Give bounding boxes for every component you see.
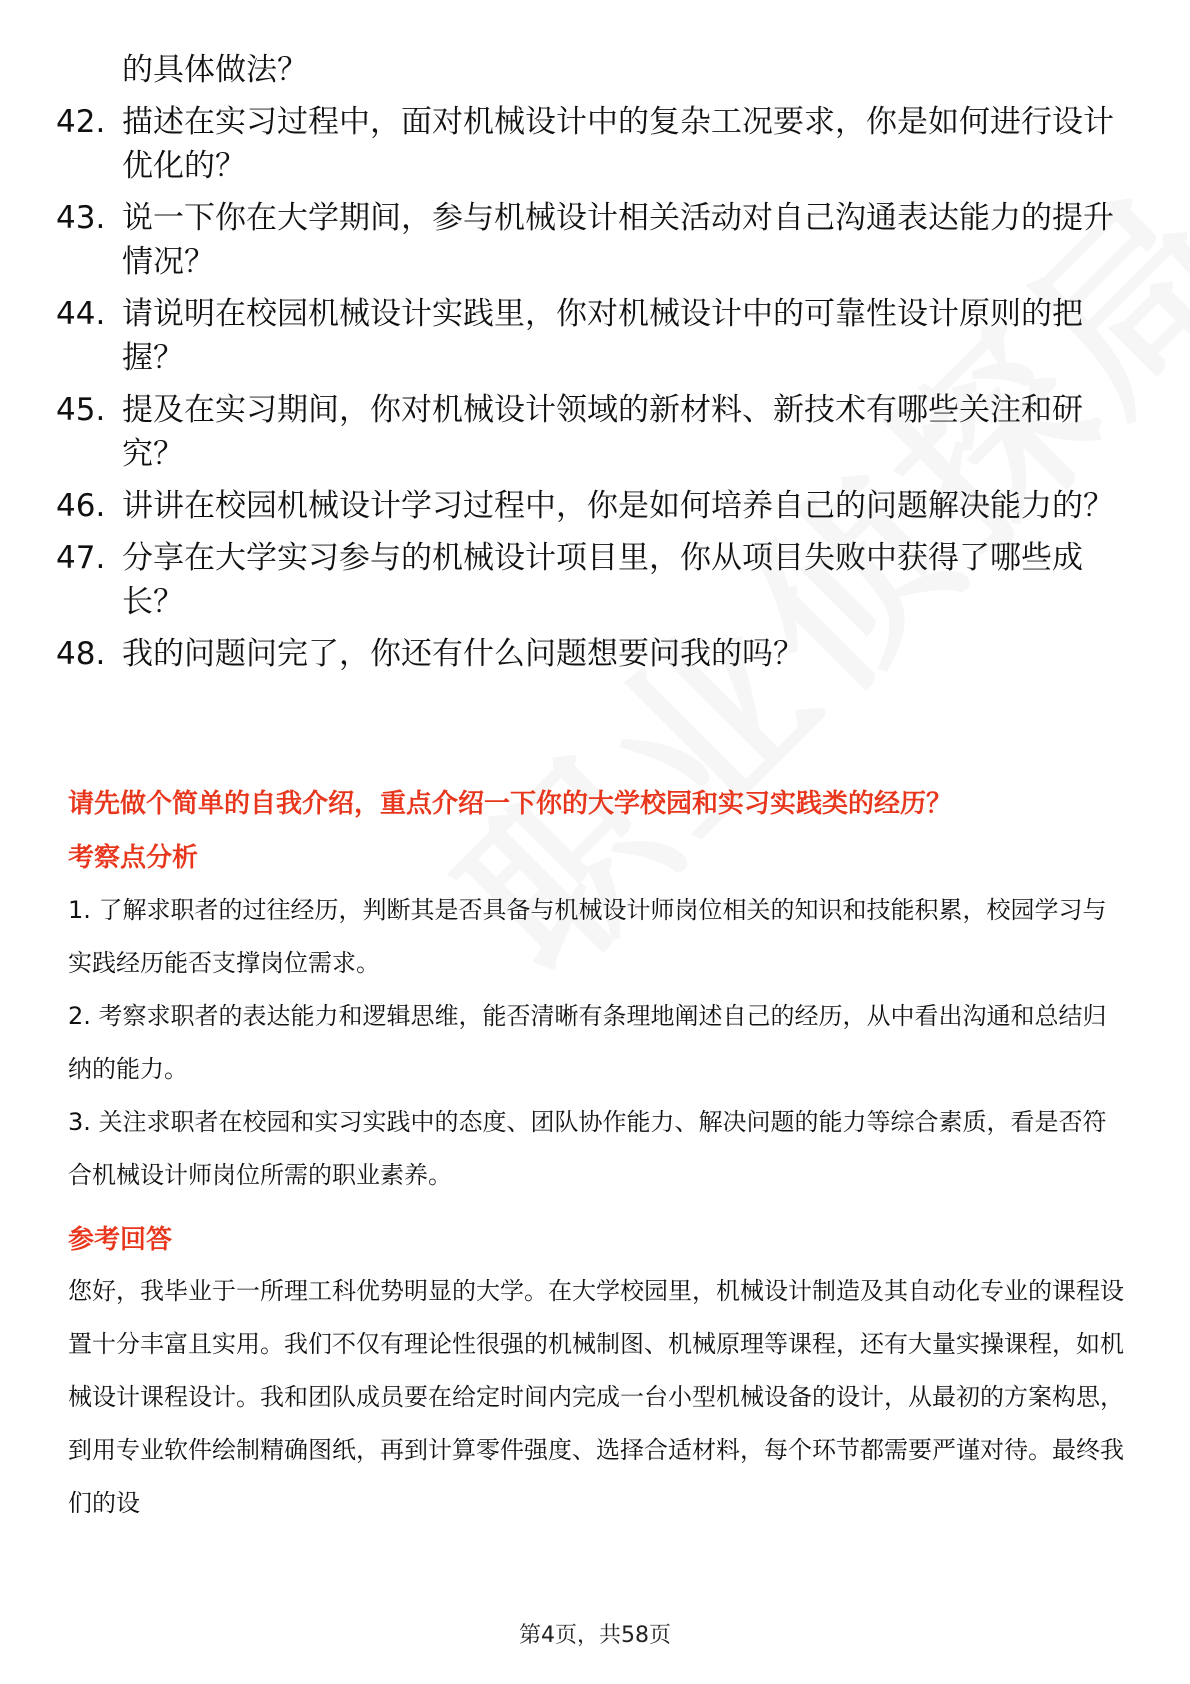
question-text: 讲讲在校园机械设计学习过程中，你是如何培养自己的问题解决能力的？: [122, 488, 1114, 524]
question-text: 的具体做法？: [122, 52, 308, 88]
answer-heading: 参考回答: [68, 1225, 173, 1255]
question-item: [56, 484, 1136, 528]
question-number: 45.: [56, 392, 106, 428]
question-text: 我的问题问完了，你还有什么问题想要问我的吗？: [122, 636, 804, 672]
analysis-point: 1. 了解求职者的过往经历，判断其是否具备与机械设计师岗位相关的知识和技能积累，校园学习与实践经历能否支撑岗位需求。: [68, 896, 1107, 977]
question-item: [56, 292, 1136, 380]
question-text: 提及在实习期间，你对机械设计领域的新材料、新技术有哪些关注和研究？: [122, 392, 1083, 472]
question-item: [56, 48, 1136, 92]
question-item: [56, 100, 1136, 188]
question-item: [56, 196, 1136, 284]
question-list: [56, 48, 1136, 684]
featured-question: 请先做个简单的自我介绍，重点介绍一下你的大学校园和实习实践类的经历？: [68, 789, 953, 819]
analysis-point: 3. 关注求职者在校园和实习实践中的态度、团队协作能力、解决问题的能力等综合素质，看是否符合机械设计师岗位所需的职业素养。: [68, 1108, 1107, 1189]
page-footer: 第4页，共58页: [519, 1623, 671, 1648]
answer-text: 您好，我毕业于一所理工科优势明显的大学。在大学校园里，机械设计制造及其自动化专业的课程设置十分丰富且实用。我们不仅有理论性很强的机械制图、机械原理等课程，还有大量实操课程，如机械设计课程设计。我和团队成员要在给定时间内完成一台小型机械设备的设计，从最初的方案构思，到用专业软件绘制精确图纸，再到计算零件强度、选择合适材料，每个环节都需要严谨对待。最终我们的设: [68, 1277, 1124, 1517]
question-number: 48.: [56, 636, 106, 672]
analysis-heading: 考察点分析: [68, 843, 199, 873]
question-text: 请说明在校园机械设计实践里，你对机械设计中的可靠性设计原则的把握？: [122, 296, 1083, 376]
question-number: [56, 48, 122, 92]
question-number: 42.: [56, 104, 106, 140]
question-text: 说一下你在大学期间，参与机械设计相关活动对自己沟通表达能力的提升情况？: [122, 200, 1114, 280]
question-item: [56, 388, 1136, 476]
analysis-point: 2. 考察求职者的表达能力和逻辑思维，能否清晰有条理地阐述自己的经历，从中看出沟通和总结归纳的能力。: [68, 1002, 1107, 1083]
question-text: 描述在实习过程中，面对机械设计中的复杂工况要求，你是如何进行设计优化的？: [122, 104, 1114, 184]
question-number: 44.: [56, 296, 106, 332]
question-item: [56, 536, 1136, 624]
question-number: 47.: [56, 540, 106, 576]
analysis-points: [68, 884, 1128, 1202]
question-number: 46.: [56, 488, 106, 524]
question-number: 43.: [56, 200, 106, 236]
question-item: [56, 632, 1136, 676]
question-text: 分享在大学实习参与的机械设计项目里，你从项目失败中获得了哪些成长？: [122, 540, 1083, 620]
